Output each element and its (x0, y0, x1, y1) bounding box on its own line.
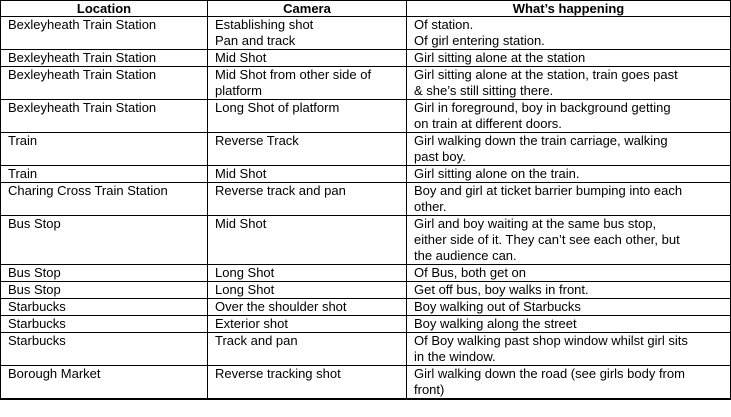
table-row (1, 133, 731, 166)
table-row (1, 299, 731, 316)
action-line: Girl and boy waiting at the same bus stop, (414, 216, 657, 231)
table-row (1, 399, 731, 400)
cell-location: Bexleyheath Train Station (1, 100, 208, 133)
column-header-location: Location (1, 1, 208, 17)
cell-action (407, 399, 731, 400)
camera-line: Long Shot of platform (215, 100, 340, 115)
camera-line: platform (215, 83, 262, 98)
action-line: Girl walking down the train carriage, walking (414, 133, 668, 148)
action-line: the audience can. (414, 248, 517, 263)
cell-camera (208, 366, 407, 399)
header-row (1, 1, 731, 17)
cell-camera (208, 265, 407, 282)
camera-line: Mid Shot (215, 166, 267, 181)
cell-location: Starbucks (1, 316, 208, 333)
cell-location: Borough Market (1, 366, 208, 399)
table-row (1, 316, 731, 333)
camera-line: Mid Shot from other side of (215, 67, 372, 82)
cell-location: Bus Stop (1, 265, 208, 282)
action-line: Girl sitting alone at the station (414, 50, 586, 65)
action-line: Of Boy walking past shop window whilst girl sits (414, 333, 688, 348)
action-line: in the window. (414, 349, 496, 364)
cell-action (407, 183, 731, 216)
cell-camera (208, 299, 407, 316)
column-header-camera: Camera (208, 1, 407, 17)
action-line: Boy and girl at ticket barrier bumping into each (414, 183, 683, 198)
cell-action (407, 333, 731, 366)
action-line: Of Bus, both get on (414, 265, 527, 280)
camera-line: Track and pan (215, 333, 298, 348)
table-row (1, 282, 731, 299)
cell-location: Bus Stop (1, 282, 208, 299)
cell-action (407, 17, 731, 50)
cell-action (407, 282, 731, 299)
cell-action (407, 265, 731, 282)
cell-camera (208, 216, 407, 265)
column-header-action: What’s happening (407, 1, 731, 17)
table-row (1, 333, 731, 366)
action-line: Girl sitting alone at the station, train goes past (414, 67, 678, 82)
table-row (1, 50, 731, 67)
cell-action (407, 299, 731, 316)
action-line: Boy walking out of Starbucks (414, 299, 581, 314)
cell-location: Charing Cross Train Station (1, 183, 208, 216)
table-row (1, 17, 731, 50)
camera-line: Reverse Track (215, 133, 299, 148)
action-line: Girl in foreground, boy in background getting (414, 100, 671, 115)
table-row (1, 216, 731, 265)
cell-action (407, 216, 731, 265)
camera-line: Mid Shot (215, 50, 267, 65)
cell-location: Bexleyheath Train Station (1, 17, 208, 50)
cell-camera (208, 333, 407, 366)
cell-action (407, 366, 731, 399)
action-line: on train at different doors. (414, 116, 562, 131)
cell-location (1, 399, 208, 400)
cell-camera (208, 50, 407, 67)
cell-action (407, 166, 731, 183)
cell-action (407, 50, 731, 67)
camera-line: Long Shot (215, 265, 275, 280)
cell-camera (208, 399, 407, 400)
action-line: Girl walking down the road (see girls body from (414, 366, 685, 381)
cell-location: Bexleyheath Train Station (1, 67, 208, 100)
cell-location: Train (1, 166, 208, 183)
camera-line: Reverse tracking shot (215, 366, 341, 381)
cell-camera (208, 316, 407, 333)
action-line: Boy walking along the street (414, 316, 577, 331)
action-line: either side of it. They can’t see each other, but (414, 232, 680, 247)
cell-camera (208, 133, 407, 166)
cell-camera (208, 100, 407, 133)
action-line: front) (414, 382, 445, 397)
action-line: Of girl entering station. (414, 33, 545, 48)
action-line: other. (414, 199, 447, 214)
action-line: & she’s still sitting there. (414, 83, 554, 98)
table-row (1, 183, 731, 216)
cell-camera (208, 17, 407, 50)
cell-camera (208, 67, 407, 100)
action-line: Get off bus, boy walks in front. (414, 282, 589, 297)
camera-line: Long Shot (215, 282, 275, 297)
table-row (1, 166, 731, 183)
camera-line: Exterior shot (215, 316, 288, 331)
camera-line: Mid Shot (215, 216, 267, 231)
table-row (1, 265, 731, 282)
cell-action (407, 133, 731, 166)
camera-line: Pan and track (215, 33, 296, 48)
action-line: past boy. (414, 149, 466, 164)
cell-camera (208, 282, 407, 299)
cell-action (407, 100, 731, 133)
camera-line: Reverse track and pan (215, 183, 346, 198)
cell-location: Bus Stop (1, 216, 208, 265)
action-line: Girl sitting alone on the train. (414, 166, 580, 181)
table-row (1, 366, 731, 399)
table-row (1, 100, 731, 133)
action-line: Of station. (414, 17, 474, 32)
cell-location: Bexleyheath Train Station (1, 50, 208, 67)
table-row (1, 67, 731, 100)
cell-camera (208, 183, 407, 216)
cell-location: Starbucks (1, 299, 208, 316)
cell-action (407, 316, 731, 333)
cell-camera (208, 166, 407, 183)
cell-location: Starbucks (1, 333, 208, 366)
camera-line: Over the shoulder shot (215, 299, 347, 314)
cell-location: Train (1, 133, 208, 166)
cell-action (407, 67, 731, 100)
camera-line: Establishing shot (215, 17, 314, 32)
